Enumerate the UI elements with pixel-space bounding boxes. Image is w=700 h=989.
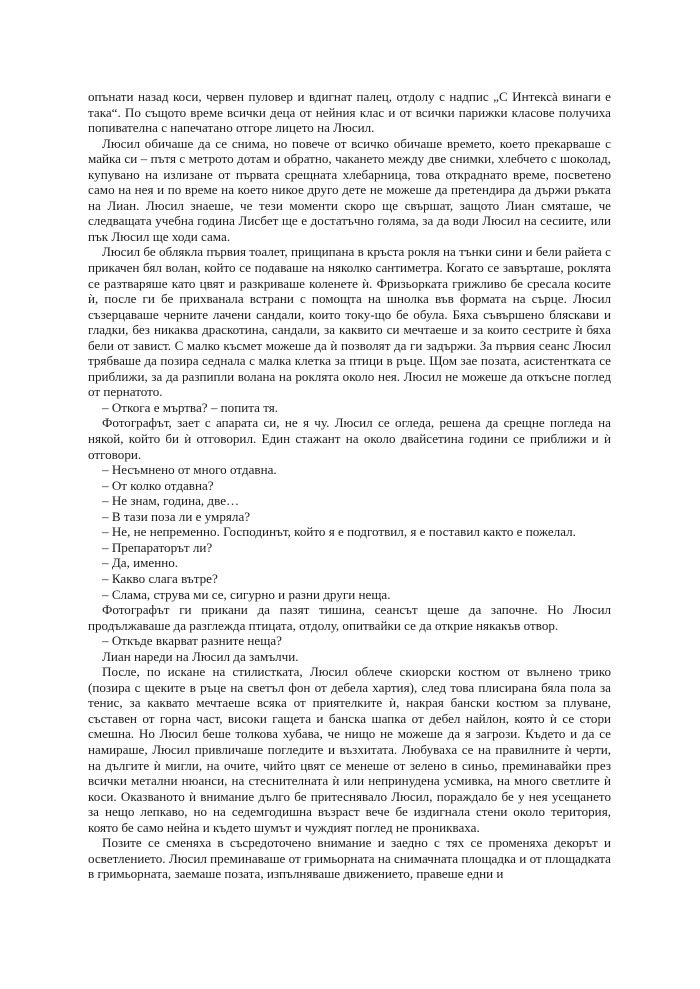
paragraph: Позите се сменяха в съсредоточено внимание и заедно с тях се променяха декорът и осветлението. Люсил преминаваше от гримьорната на снимачната площадка и от площадката в гримьорната, заемаше позата, изпълняваше движението, правеше едни и [88,835,611,882]
page-body [88,89,611,882]
dialogue-line: – В тази поза ли е умряла? [102,508,251,524]
dialogue-line: – Какво слага вътре? [102,570,218,586]
dialogue-line: – Не, не непременно. Господинът, който я е подготвил, я е поставил както е пожелал. [102,524,576,540]
paragraph: После, по искане на стилистката, Люсил облече скиорски костюм от вълнено трико (позира с щеките в ръце на светъл фон от дебела хартия), след това плисирана бяла пола за тенис, за каквато мечтаеше всяка от приятелките ѝ, накрая бански костюм за плуване, съставен от горна част, високи гащета и банска шапка от дебел найлон, която ѝ се стори смешна. Но Люсил беше толкова хубава, че нищо не можеше да я загрози. Където и да се намираше, Люсил привличаше погледите и възхитата. Любуваха се на правилните ѝ черти, на дългите ѝ мигли, на очите, чийто цвят се менеше от зелено в синьо, преминавайки през всички метални нюанси, на стеснителната ѝ или непринудена усмивка, на много светлите ѝ коси. Оказваното ѝ внимание дълго бе притеснявало Люсил, пораждало бе у нея усещането за нещо лепкаво, но на седемгодишна възраст вече бе издигнала стени около територия, която бе само нейна и където шумът и чуждият поглед не проникваха. [88,664,611,835]
paragraph: Фотографът ги прикани да пазят тишина, сеансът щеше да започне. Но Люсил продължаваше да разглежда птицата, отдолу, опитвайки се да открие някакъв отвор. [88,602,611,633]
dialogue-line: – Не знам, година, две… [102,493,240,509]
dialogue-line: – Слама, струва ми се, сигурно и разни други неща. [102,586,391,602]
dialogue-line: – Откъде вкарват разните неща? [102,633,282,649]
dialogue-line: – Препараторът ли? [102,539,213,555]
dialogue-line: – Несъмнено от много отдавна. [102,462,277,478]
dialogue-line: – Да, именно. [102,555,179,571]
paragraph: Люсил обичаше да се снима, но повече от всичко обичаше времето, което прекарваше с майка си – пътя с метрото дотам и обратно, чакането между две снимки, хлебчето с шоколад, купувано на излизане от първата срещната хлебарница, това откраднато време, посветено само на нея и по време на което никое друго дете не можеше да претендира да държи ръката на Лиан. Люсил знаеше, че тези моменти скоро ще свършат, защото Лиан смяташе, че следващата учебна година Лисбет ще е достатъчно голяма, за да води Люсил на сесиите, или пък Люсил ще ходи сама. [88,135,611,244]
dialogue-line: – От колко отдавна? [102,477,214,493]
paragraph-continuation: опънати назад коси, червен пуловер и вдигнат палец, отдолу с надпис „С Интексà винаги е така“. По същото време всички деца от нейния клас и от всички парижки класове получиха попивателна с напечатано отгоре лицето на Люсил. [88,89,611,136]
paragraph: Люсил бе облякла първия тоалет, прищипана в кръста рокля на тънки сини и бели райета с прикачен бял волан, който се подаваше на няколко сантиметра. Когато се завърташе, роклята се разтваряше като цвят и разкриваше коленете ѝ. Фризьорката грижливо бе сресала косите ѝ, после ги бе прихванала встрани с помощта на шнолка във формата на сърце. Люсил съзерцаваше черните лачени сандали, които току-що бе обула. Бяха съвършено бляскави и гладки, без никаква драскотина, сандали, за каквито си мечтаеше и за които сестрите ѝ бяха бели от завист. С малко късмет можеше да ѝ позволят да ги задържи. За първия сеанс Люсил трябваше да позира седнала с малка клетка за птици в ръце. Щом зае позата, асистентката се приближи, за да разпипли волана на роклята около нея. Люсил не можеше да откъсне поглед от пернатото. [88,244,611,400]
paragraph: Фотографът, зает с апарата си, не я чу. Люсил се огледа, решена да срещне погледа на някой, който би ѝ отговорил. Един стажант на около двайсетина години се приближи и ѝ отговори. [88,415,611,462]
paragraph: Лиан нареди на Люсил да замълчи. [102,648,299,664]
dialogue-line: – Откога е мъртва? – попита тя. [102,399,279,415]
